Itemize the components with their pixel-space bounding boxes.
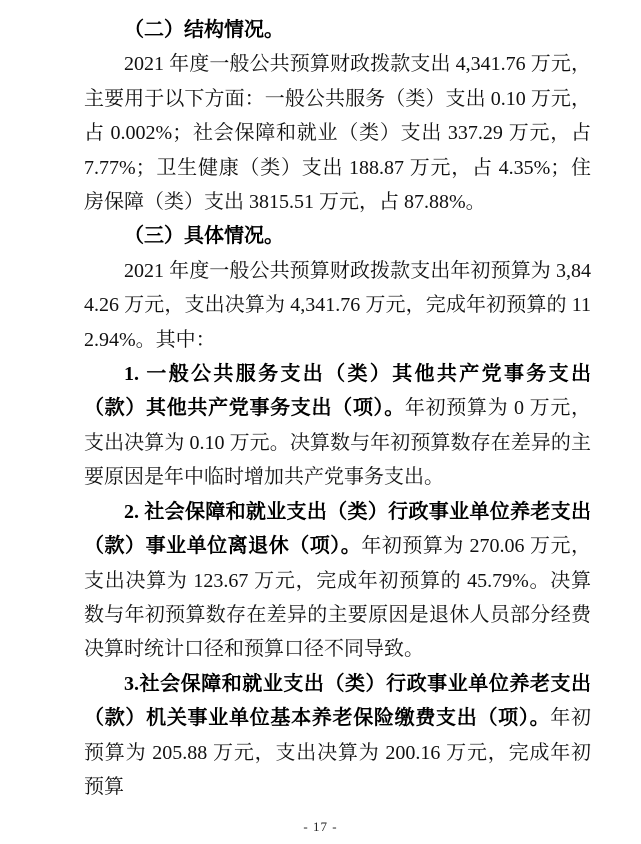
paragraph-details-overview (84, 254, 591, 357)
paragraph-bold-lead: 3.社会保障和就业支出（类）行政事业单位养老支出（款）机关事业单位基本养老保险缴费支出（项）。 (84, 672, 591, 730)
paragraph-text: 年初预算为 270.06 万元，支出决算为 123.67 万元，完成年初预算的 45.79%。决算数与年初预算数存在差异的主要原因是退休人员部分经费决算时统计口径和预算口径不同导致。 (84, 535, 592, 661)
paragraph-bold-lead: 2. 社会保障和就业支出（类）行政事业单位养老支出（款）事业单位离退休（项）。 (84, 500, 591, 558)
paragraph-text: 年初预算为 0 万元，支出决算为 0.10 万元。决算数与年初预算数存在差异的主要原因是年中临时增加共产党事务支出。 (84, 397, 592, 489)
paragraph-item-1 (84, 357, 591, 495)
page-number: - 17 - (303, 819, 338, 834)
paragraph-text: 2021 年度一般公共预算财政拨款支出 4,341.76 万元，主要用于以下方面：一般公共服务（类）支出 0.10 万元，占 0.002%；社会保障和就业（类）支出 337.29 万元，占 7.77%；卫生健康（类）支出 188.87 万元，占 4.35%；住房保障（类）支出 3815.51 万元，占 87.88%。 (84, 53, 591, 214)
section-heading-structure: （二）结构情况。 (124, 19, 284, 41)
section-heading-details: （三）具体情况。 (124, 225, 284, 248)
paragraph-bold-lead: 1. 一般公共服务支出（类）其他共产党事务支出（款）其他共产党事务支出（项）。 (84, 363, 591, 420)
paragraph-text: 2021 年度一般公共预算财政拨款支出年初预算为 3,844.26 万元，支出决算为 4,341.76 万元，完成年初预算的 112.94%。其中： (84, 259, 591, 351)
paragraph-item-3 (84, 667, 591, 805)
paragraph-item-2 (84, 495, 591, 667)
paragraph-structure-overview (84, 47, 591, 219)
paragraph-text: 年初预算为 205.88 万元，支出决算为 200.16 万元，完成年初预算 (84, 707, 592, 798)
